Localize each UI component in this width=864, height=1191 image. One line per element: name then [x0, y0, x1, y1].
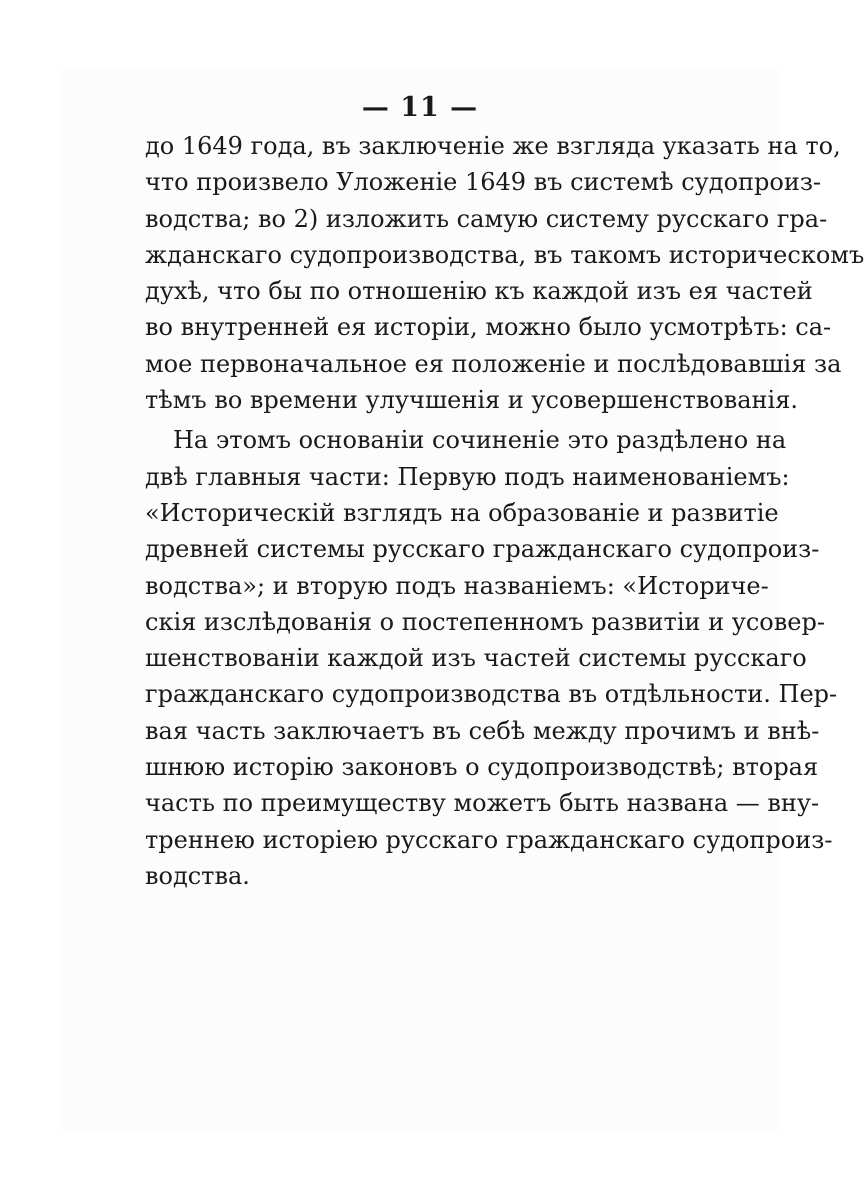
text-line: тѣмъ во времени улучшенія и усовершенствованія.	[145, 386, 798, 415]
paragraph-2	[145, 422, 838, 894]
text-line: во внутренней ея исторіи, можно было усмотрѣть: са-	[145, 313, 832, 342]
text-line: треннею исторіею русскаго гражданскаго судопроиз-	[145, 825, 833, 854]
text-line: древней системы русскаго гражданскаго судопроиз-	[145, 535, 820, 564]
text-line: двѣ главныя части: Первую подъ наименованіемъ:	[145, 462, 790, 491]
text-line: что произвело Уложеніе 1649 въ системѣ судопроиз-	[145, 168, 822, 197]
text-line: гражданскаго судопроизводства въ отдѣльности. Пер-	[145, 680, 838, 709]
page-number: — 11 —	[361, 92, 479, 123]
paragraph-1	[145, 128, 864, 418]
text-line: до 1649 года, въ заключеніе же взгляда указать на то,	[145, 132, 841, 160]
text-line: водства»; и вторую подъ названіемъ: «Историче-	[145, 571, 769, 600]
text-line: На этомъ основаніи сочиненіе это раздѣлено на	[173, 426, 787, 455]
text-line: мое первоначальное ея положеніе и послѣдовавшія за	[145, 349, 842, 378]
text-line: шенствованіи каждой изъ частей системы русскаго	[145, 644, 807, 673]
text-line: водства; во 2) изложить самую систему русскаго гра-	[145, 204, 828, 233]
text-line: скія изслѣдованія о постепенномъ развитіи и усовер-	[145, 607, 825, 636]
text-line: жданскаго судопроизводства, въ такомъ историческомъ	[145, 240, 864, 269]
text-line: вая часть заключаетъ въ себѣ между прочимъ и внѣ-	[145, 716, 820, 745]
text-line: водства.	[145, 861, 250, 890]
text-line: часть по преимуществу можетъ быть названа — вну-	[145, 789, 820, 818]
text-line: «Историческій взглядъ на образованіе и развитіе	[145, 498, 779, 527]
body-text	[145, 128, 864, 894]
text-line: шнюю исторію законовъ о судопроизводствѣ; вторая	[145, 753, 819, 782]
text-line: духѣ, что бы по отношенію къ каждой изъ ея частей	[145, 277, 813, 306]
